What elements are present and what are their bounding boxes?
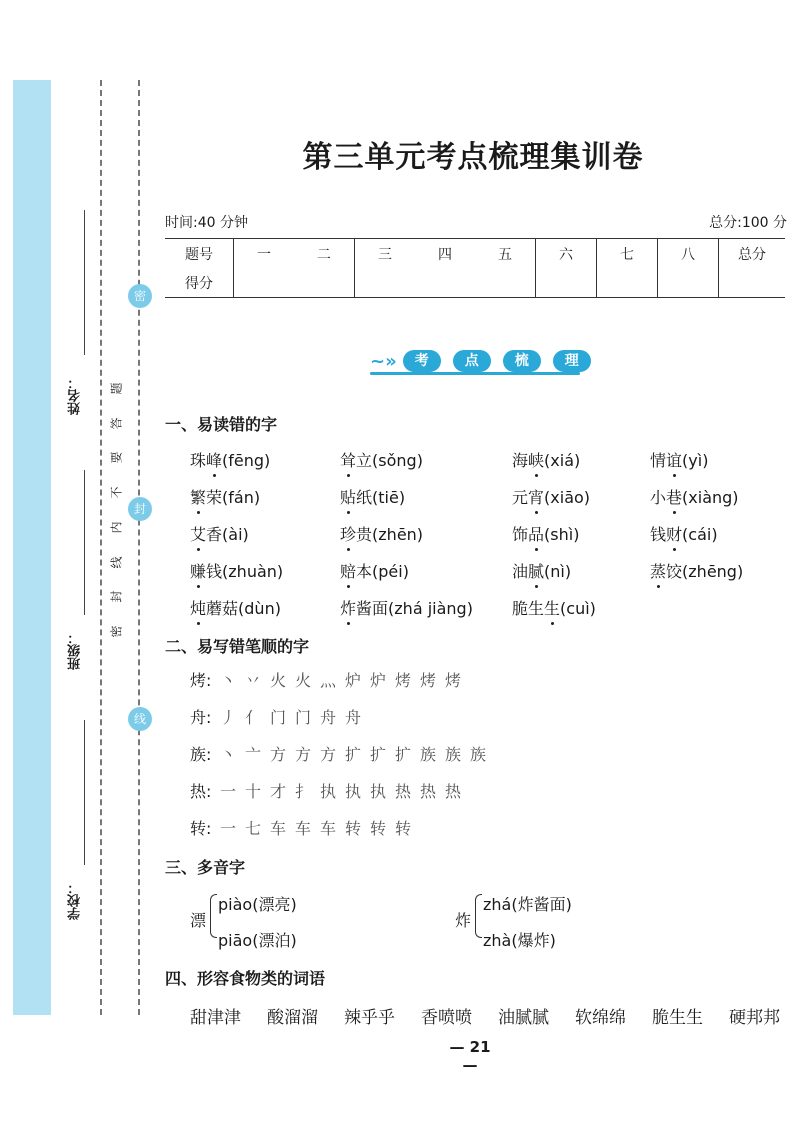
food-word: 硬邦邦 bbox=[729, 1008, 780, 1028]
stroke-step: 方 bbox=[320, 745, 337, 764]
section-heading-1: 一、易读错的字 bbox=[165, 415, 278, 434]
food-word: 甜津津 bbox=[190, 1008, 241, 1028]
score-cell-total[interactable] bbox=[719, 268, 786, 298]
emphasis-char: 珍 bbox=[340, 522, 356, 545]
reading-word: 贴纸(tiē) bbox=[340, 485, 405, 508]
emphasis-char: 蒸 bbox=[650, 559, 666, 582]
stroke-step: 族 bbox=[420, 745, 437, 764]
stroke-step: 扩 bbox=[345, 745, 362, 764]
score-cell[interactable] bbox=[294, 268, 355, 298]
page-number: — 21 — bbox=[449, 1038, 491, 1074]
stroke-step: 方 bbox=[270, 745, 287, 764]
score-cell[interactable] bbox=[234, 268, 295, 298]
time-label: 时间:40 分钟 bbox=[165, 215, 248, 231]
stroke-step: 热 bbox=[395, 782, 412, 801]
food-word: 脆生生 bbox=[652, 1008, 703, 1028]
stroke-order-row bbox=[190, 742, 495, 765]
reading-word: 炖蘑菇(dùn) bbox=[190, 596, 281, 619]
stroke-step: 火 bbox=[295, 671, 312, 690]
score-cell[interactable] bbox=[415, 268, 475, 298]
emphasis-char: 腻 bbox=[528, 559, 544, 582]
exam-info bbox=[165, 212, 787, 232]
stroke-step: 扌 bbox=[295, 782, 312, 801]
pinyin: (dùn) bbox=[238, 599, 281, 618]
reading-word: 脆生生(cuì) bbox=[512, 596, 596, 619]
reading-word: 小巷(xiàng) bbox=[650, 485, 739, 508]
row-label-number: 题号 bbox=[185, 246, 213, 263]
score-cell[interactable] bbox=[536, 268, 597, 298]
stroke-step: 炉 bbox=[370, 671, 387, 690]
stroke-step: 一 bbox=[220, 819, 237, 838]
reading-word: 情谊(yì) bbox=[650, 448, 708, 471]
total-label: 总分:100 分 bbox=[709, 215, 787, 231]
pinyin: (zhēn) bbox=[372, 525, 424, 544]
name-field[interactable] bbox=[62, 210, 94, 415]
binding-strip bbox=[13, 80, 51, 1015]
pinyin: (péi) bbox=[372, 562, 409, 581]
stroke-char: 舟: bbox=[190, 708, 212, 727]
reading-word: 赔本(péi) bbox=[340, 559, 409, 582]
food-word: 辣乎乎 bbox=[344, 1008, 395, 1028]
food-word: 香喷喷 bbox=[421, 1008, 472, 1028]
stroke-char: 转: bbox=[190, 819, 212, 838]
stroke-step: 车 bbox=[270, 819, 287, 838]
emphasis-char: 谊 bbox=[666, 448, 682, 471]
pinyin: (xiá) bbox=[544, 451, 581, 470]
pinyin: (cuì) bbox=[560, 599, 596, 618]
reading-word: 珠峰(fēng) bbox=[190, 448, 270, 471]
stroke-step: 门 bbox=[270, 708, 287, 727]
stroke-step: 车 bbox=[320, 819, 337, 838]
score-cell[interactable] bbox=[597, 268, 658, 298]
stroke-step: 亠 bbox=[245, 745, 262, 764]
stroke-order-row bbox=[190, 816, 420, 839]
name-label: 姓名： bbox=[68, 376, 83, 415]
seal-mi: 密 bbox=[128, 284, 152, 308]
stroke-step: 才 bbox=[270, 782, 287, 801]
page-title: 第三单元考点梳理集训卷 bbox=[302, 140, 644, 175]
stroke-order-row bbox=[190, 705, 370, 728]
emphasis-char: 峡 bbox=[528, 448, 544, 471]
stroke-step: 火 bbox=[270, 671, 287, 690]
stroke-step: 灬 bbox=[320, 671, 337, 690]
pinyin: (zhuàn) bbox=[222, 562, 284, 581]
seal-feng: 封 bbox=[128, 497, 152, 521]
school-label: 学校： bbox=[68, 881, 83, 920]
stroke-step: 执 bbox=[345, 782, 362, 801]
reading-word: 艾香(ài) bbox=[190, 522, 249, 545]
reading-word: 海峡(xiá) bbox=[512, 448, 580, 471]
stroke-step: 转 bbox=[345, 819, 362, 838]
stroke-step: 炉 bbox=[345, 671, 362, 690]
stroke-step: 七 bbox=[245, 819, 262, 838]
stroke-step: 车 bbox=[295, 819, 312, 838]
emphasis-char: 巷 bbox=[666, 485, 682, 508]
pinyin: (xiàng) bbox=[682, 488, 739, 507]
stroke-step: 一 bbox=[220, 782, 237, 801]
stroke-step: 转 bbox=[370, 819, 387, 838]
reading-word: 赚钱(zhuàn) bbox=[190, 559, 283, 582]
food-word: 酸溜溜 bbox=[267, 1008, 318, 1028]
pinyin: (ài) bbox=[222, 525, 249, 544]
food-word: 软绵绵 bbox=[575, 1008, 626, 1028]
stroke-step: 烤 bbox=[395, 671, 412, 690]
reading-word: 元宵(xiāo) bbox=[512, 485, 590, 508]
binding-notice: 密 封 线 内 不 要 答 题 bbox=[109, 382, 124, 638]
food-word-list bbox=[190, 1003, 780, 1028]
score-cell[interactable] bbox=[475, 268, 536, 298]
pinyin: (yì) bbox=[682, 451, 709, 470]
stroke-step: 丶 bbox=[220, 671, 237, 690]
emphasis-char: 宵 bbox=[528, 485, 544, 508]
stroke-step: 扩 bbox=[370, 745, 387, 764]
reading-word-grid bbox=[190, 448, 780, 628]
stroke-char: 族: bbox=[190, 745, 212, 764]
binding-dash-line-outer bbox=[100, 80, 102, 1015]
section-heading-4: 四、形容食物类的词语 bbox=[165, 969, 326, 988]
stroke-order-row bbox=[190, 779, 470, 802]
emphasis-char: 艾 bbox=[190, 522, 206, 545]
section-heading-2: 二、易写错笔顺的字 bbox=[165, 637, 310, 656]
reading-word: 油腻(nì) bbox=[512, 559, 571, 582]
class-field[interactable] bbox=[62, 470, 94, 670]
reading-word: 钱财(cái) bbox=[650, 522, 718, 545]
emphasis-char: 赚 bbox=[190, 559, 206, 582]
stroke-step: 热 bbox=[420, 782, 437, 801]
emphasis-char: 贴 bbox=[340, 485, 356, 508]
arrow-icon: ~» bbox=[370, 350, 397, 372]
stroke-step: 方 bbox=[295, 745, 312, 764]
pinyin: (zhá jiàng) bbox=[388, 599, 473, 618]
row-label-score: 得分 bbox=[185, 275, 213, 292]
emphasis-char: 炸 bbox=[340, 596, 356, 619]
pinyin: (fán) bbox=[222, 488, 261, 507]
reading-word: 蒸饺(zhēng) bbox=[650, 559, 743, 582]
emphasis-char: 炖 bbox=[190, 596, 206, 619]
pinyin: (sǒng) bbox=[372, 451, 423, 470]
food-word: 油腻腻 bbox=[498, 1008, 549, 1028]
binding-dash-line-inner bbox=[138, 80, 140, 1015]
stroke-step: 族 bbox=[445, 745, 462, 764]
pinyin: (fēng) bbox=[222, 451, 271, 470]
score-cell[interactable] bbox=[355, 268, 416, 298]
section-heading-3: 三、多音字 bbox=[165, 858, 246, 877]
stroke-char: 热: bbox=[190, 782, 212, 801]
stroke-step: 舟 bbox=[320, 708, 337, 727]
seal-xian: 线 bbox=[128, 707, 152, 731]
emphasis-char: 耸 bbox=[340, 448, 356, 471]
pinyin: (xiāo) bbox=[544, 488, 591, 507]
stroke-step: 扩 bbox=[395, 745, 412, 764]
pinyin: (nì) bbox=[544, 562, 572, 581]
stroke-step: 丶 bbox=[220, 745, 237, 764]
score-table: 题号 一 二 三 四 五 六 七 八 总分 得分 bbox=[165, 238, 785, 298]
reading-word: 饰品(shì) bbox=[512, 522, 579, 545]
stroke-step: 门 bbox=[295, 708, 312, 727]
stroke-step: 十 bbox=[245, 782, 262, 801]
stroke-step: 烤 bbox=[445, 671, 462, 690]
pinyin: (zhēng) bbox=[682, 562, 744, 581]
section-banner: ~» 考 点 梳 理 bbox=[370, 350, 603, 372]
emphasis-char: 品 bbox=[528, 522, 544, 545]
stroke-step: 丿 bbox=[220, 708, 237, 727]
stroke-step: 族 bbox=[470, 745, 487, 764]
stroke-step: 丷 bbox=[245, 671, 262, 690]
pinyin: (shì) bbox=[544, 525, 580, 544]
emphasis-char: 繁 bbox=[190, 485, 206, 508]
reading-word: 炸酱面(zhá jiàng) bbox=[340, 596, 473, 619]
emphasis-char: 生 bbox=[544, 596, 560, 619]
reading-word: 珍贵(zhēn) bbox=[340, 522, 423, 545]
reading-word: 繁荣(fán) bbox=[190, 485, 260, 508]
emphasis-char: 财 bbox=[666, 522, 682, 545]
school-field[interactable] bbox=[62, 720, 94, 920]
pinyin: (tiē) bbox=[372, 488, 406, 507]
stroke-step: 烤 bbox=[420, 671, 437, 690]
score-cell[interactable] bbox=[658, 268, 719, 298]
emphasis-char: 赔 bbox=[340, 559, 356, 582]
stroke-step: 执 bbox=[370, 782, 387, 801]
stroke-step: 舟 bbox=[345, 708, 362, 727]
emphasis-char: 峰 bbox=[206, 448, 222, 471]
stroke-step: 转 bbox=[395, 819, 412, 838]
stroke-char: 烤: bbox=[190, 671, 212, 690]
stroke-step: 执 bbox=[320, 782, 337, 801]
class-label: 班级： bbox=[68, 631, 83, 670]
stroke-step: 热 bbox=[445, 782, 462, 801]
reading-word: 耸立(sǒng) bbox=[340, 448, 423, 471]
pinyin: (cái) bbox=[682, 525, 718, 544]
stroke-order-row bbox=[190, 668, 470, 691]
stroke-step: 亻 bbox=[245, 708, 262, 727]
